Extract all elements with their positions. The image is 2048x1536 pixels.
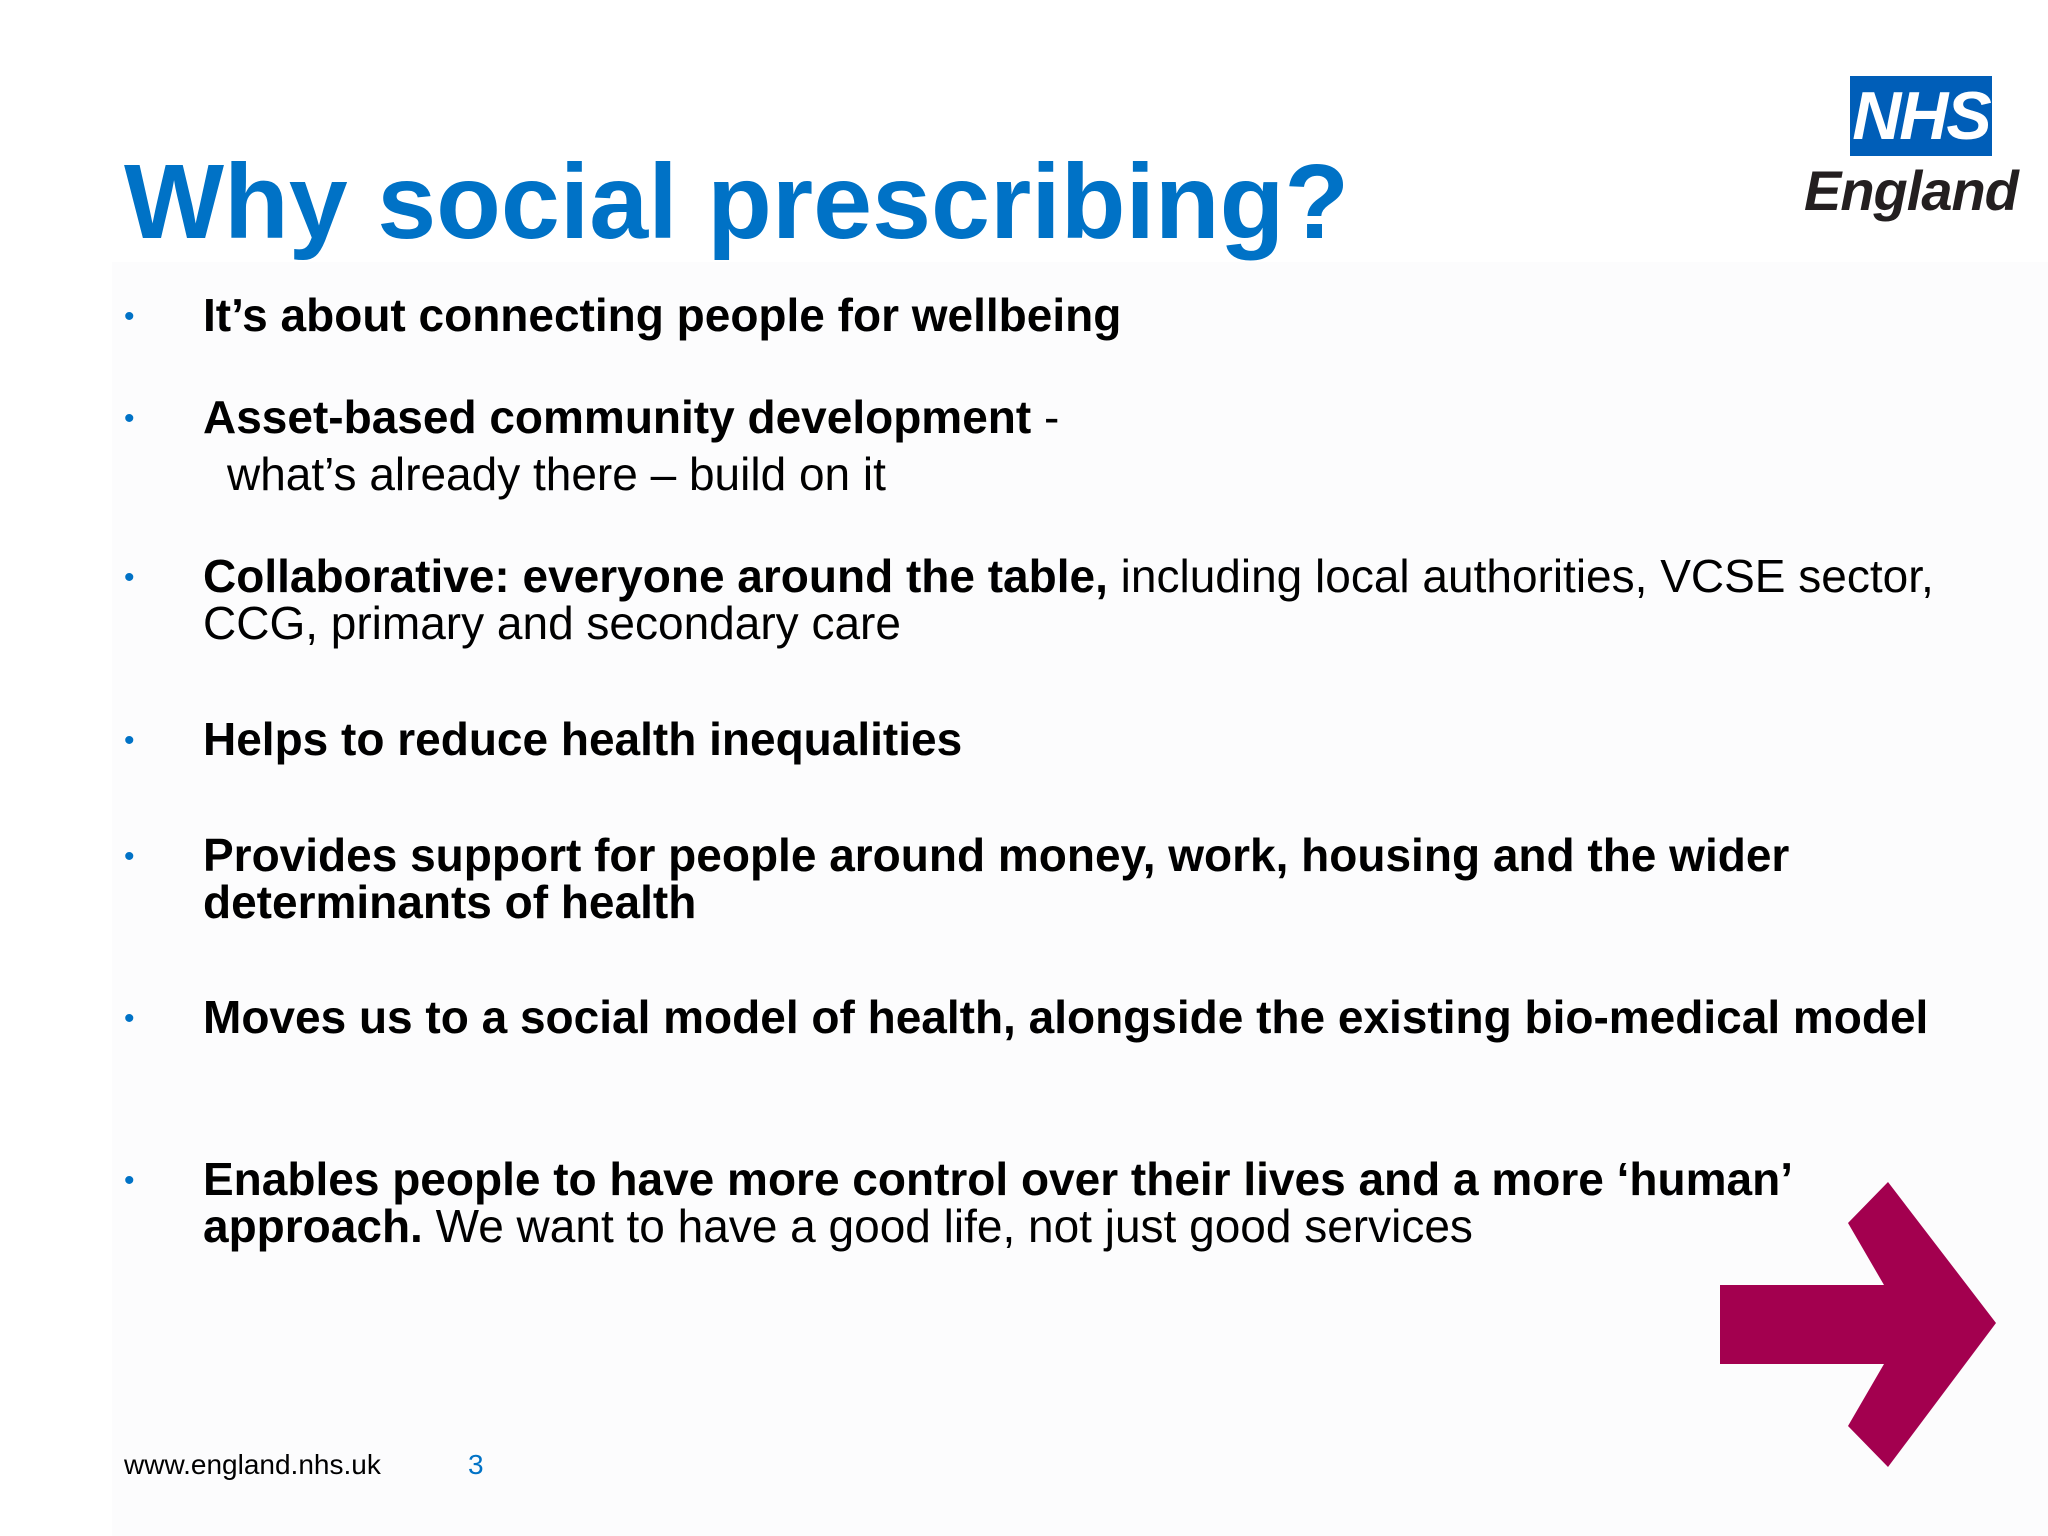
slide-title: Why social prescribing? <box>124 143 1350 261</box>
bullet-marker: • <box>124 724 135 757</box>
bullet-bold-text: Collaborative: everyone around the table, <box>203 550 1108 602</box>
bullet-text <box>203 829 2013 928</box>
bullet-text <box>203 991 2013 1043</box>
bullet-marker: • <box>124 1002 135 1035</box>
bullet-bold-text: Asset-based community development <box>203 391 1032 443</box>
bullet-bold-text: Helps to reduce health inequalities <box>203 713 963 765</box>
bullet-normal-text: including local authorities, VCSE sector, CCG, primary and secondary care <box>203 550 1934 649</box>
bullet-bold-text: Moves us to a social model of health, alongside the existing bio-medical model <box>203 991 1929 1043</box>
nhs-logo-text: NHS <box>1852 78 1990 154</box>
bullet-marker: • <box>124 402 135 435</box>
bullet-bold-text: Enables people to have more control over their lives and a more ‘human’ approach. <box>203 1153 1791 1252</box>
bullet-marker: • <box>124 840 135 873</box>
arrow-right-icon[interactable] <box>1720 1182 1996 1470</box>
bullet-text <box>203 289 2013 341</box>
bullet-bold-text: It’s about connecting people for wellbeing <box>203 289 1122 341</box>
bullet-normal-text: - <box>1031 391 1060 443</box>
page-number: 3 <box>468 1449 484 1480</box>
bullet-marker: • <box>124 1164 135 1197</box>
bullet-marker: • <box>124 300 135 333</box>
bullet-sub-text: what’s already there – build on it <box>227 448 886 500</box>
arrow-right-shape <box>1720 1182 1996 1467</box>
bullet-text <box>203 713 2013 765</box>
bullet-marker: • <box>124 561 135 594</box>
bullet-text <box>203 550 2013 649</box>
bullet-bold-text: Provides support for people around money, work, housing and the wider determinants of health <box>203 829 1790 928</box>
bullet-text <box>203 391 2013 500</box>
footer-url[interactable]: www.england.nhs.uk <box>124 1449 381 1480</box>
bullet-text <box>203 1153 1883 1252</box>
bullet-normal-text: We want to have a good life, not just good services <box>422 1200 1473 1252</box>
england-logo-text: England <box>1804 159 2018 222</box>
